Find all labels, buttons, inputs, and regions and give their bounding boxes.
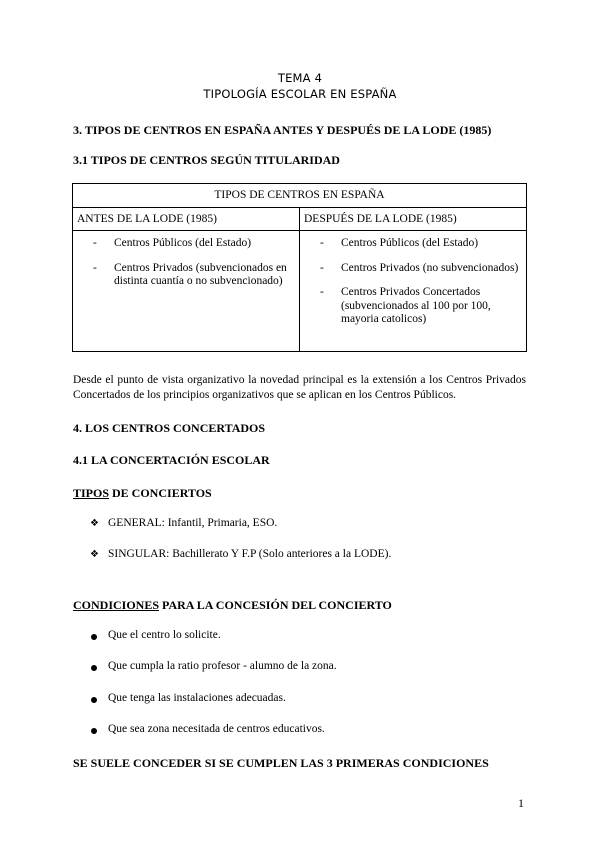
- condicion-item: Que sea zona necesitada de centros educativos.: [108, 723, 325, 735]
- tipos-heading-underlined: TIPOS: [73, 486, 110, 500]
- column-header-before: ANTES DE LA LODE (1985): [73, 208, 300, 231]
- condiciones-heading: CONDICIONES PARA LA CONCESIÓN DEL CONCIERTO: [73, 598, 392, 612]
- tipo-general: GENERAL: Infantil, Primaria, ESO.: [108, 517, 278, 529]
- condicion-item: Que cumpla la ratio profesor - alumno de la zona.: [108, 660, 337, 672]
- tema-title: TEMA 4: [277, 71, 323, 85]
- condiciones-heading-underlined: CONDICIONES: [73, 598, 160, 612]
- dash-bullet: -: [320, 237, 324, 249]
- section-3-heading: 3. TIPOS DE CENTROS EN ESPAÑA ANTES Y DESPUÉS DE LA LODE (1985): [73, 123, 492, 137]
- list-item: - Centros Públicos (del Estado): [320, 237, 479, 249]
- list-item: - Centros Públicos (del Estado): [93, 237, 252, 249]
- tipo-singular: SINGULAR: Bachillerato Y F.P (Solo anteriores a la LODE).: [108, 548, 392, 560]
- bullet-dot-icon: [91, 634, 97, 640]
- condicion-item: Que tenga las instalaciones adecuadas.: [108, 692, 286, 704]
- diamond-bullet-icon: ❖: [90, 518, 99, 529]
- bullet-dot-icon: [91, 728, 97, 734]
- section-4-1-heading: 4.1 LA CONCERTACIÓN ESCOLAR: [73, 453, 270, 467]
- condicion-item: Que el centro lo solicite.: [108, 629, 221, 641]
- list-item: - Centros Privados (subvencionados en distinta cuantía o no subvencionado): [93, 261, 287, 287]
- dash-bullet: -: [93, 261, 97, 274]
- before-cell: [73, 231, 300, 352]
- page-number: 1: [518, 796, 524, 810]
- organizational-paragraph: Desde el punto de vista organizativo la novedad principal es la extensión a los Centros Privados Concertados de los principios organizativos que se aplican en los Centros Públicos.: [73, 374, 526, 401]
- bullet-dot-icon: [91, 697, 97, 703]
- diamond-bullet-icon: ❖: [90, 549, 99, 560]
- after-cell: [300, 231, 527, 352]
- list-item: - Centros Privados (no subvencionados): [320, 261, 519, 274]
- dash-bullet: -: [320, 261, 324, 274]
- table-title: TIPOS DE CENTROS EN ESPAÑA: [73, 184, 527, 208]
- closing-note: SE SUELE CONCEDER SI SE CUMPLEN LAS 3 PRIMERAS CONDICIONES: [73, 756, 489, 770]
- bullet-dot-icon: [91, 665, 97, 671]
- list-item: - Centros Privados Concertados (subvencionados al 100 por 100, mayoria catolicos): [320, 286, 491, 325]
- section-3-1-heading: 3.1 TIPOS DE CENTROS SEGÚN TITULARIDAD: [73, 153, 340, 167]
- section-4-heading: 4. LOS CENTROS CONCERTADOS: [73, 421, 266, 435]
- document-subtitle: TIPOLOGÍA ESCOLAR EN ESPAÑA: [203, 87, 397, 101]
- dash-bullet: -: [93, 237, 97, 249]
- tipos-heading: TIPOS DE CONCIERTOS: [73, 486, 212, 500]
- centros-table: [72, 183, 527, 352]
- dash-bullet: -: [320, 286, 324, 298]
- column-header-after: DESPUÉS DE LA LODE (1985): [300, 208, 527, 231]
